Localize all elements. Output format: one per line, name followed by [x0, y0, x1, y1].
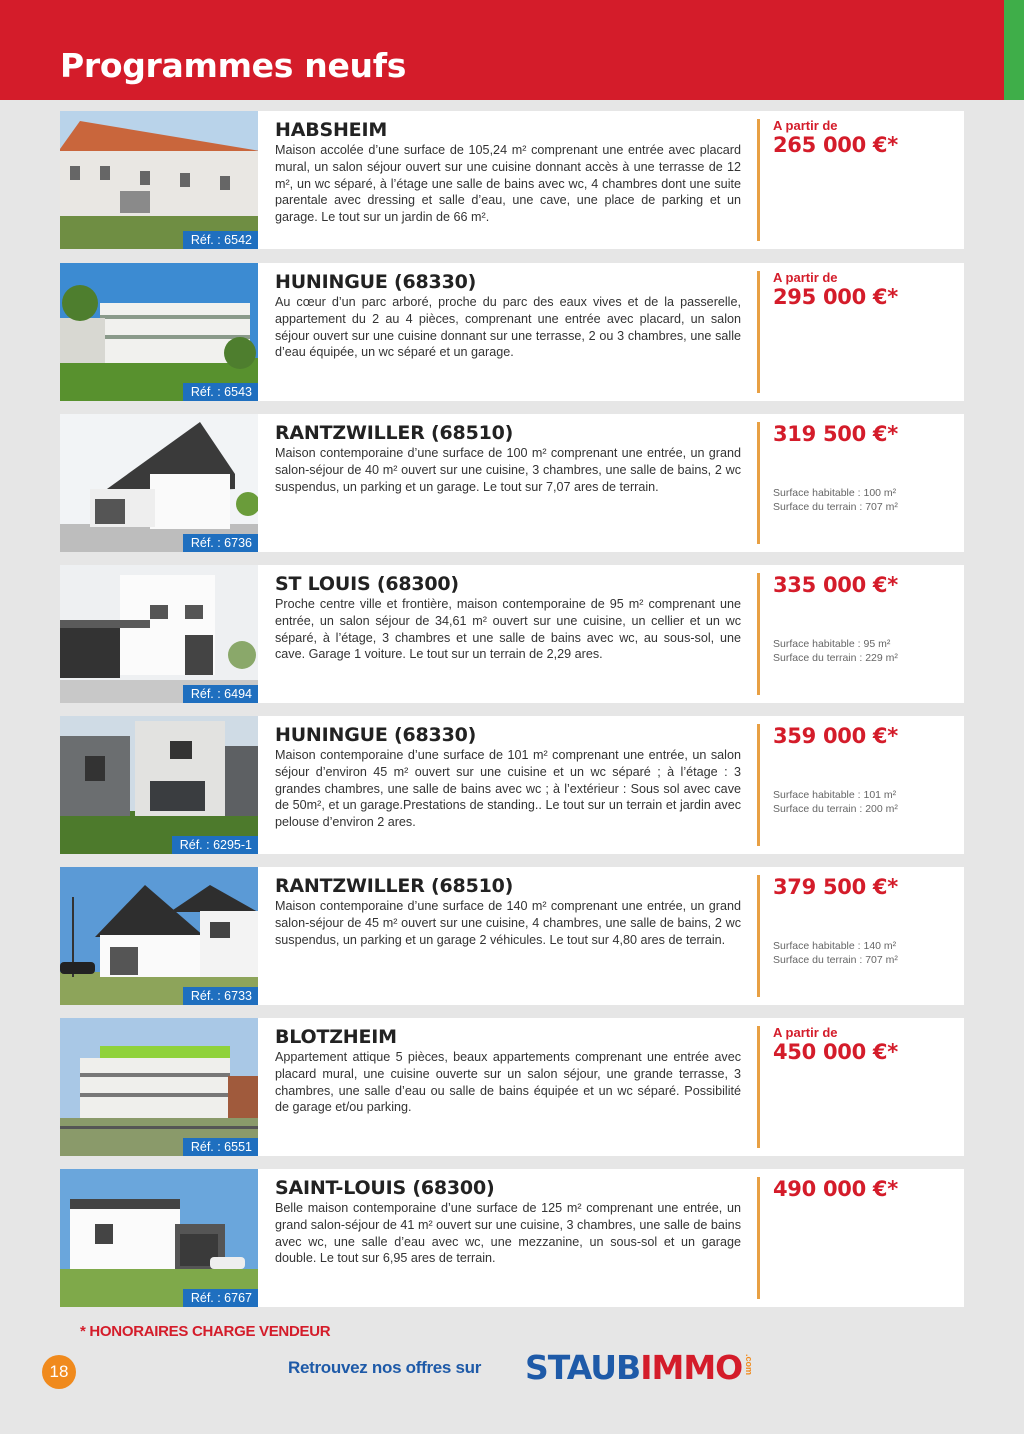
- divider: [757, 724, 760, 846]
- reference-badge: Réf. : 6551: [183, 1138, 258, 1156]
- logo-part-com: .com: [744, 1354, 755, 1376]
- price-prefix: A partir de: [773, 1025, 838, 1040]
- fees-footnote: * HONORAIRES CHARGE VENDEUR: [80, 1323, 331, 1340]
- listing-description: Maison contemporaine d’une surface de 100 m² comprenant une entrée, un grand salon-séjour de 40 m² ouvert sur une cuisine, 3 chambres, une salle de bains, 2 wc suspendus, un parking et un garage. Le tout sur 7,07 ares de terrain.: [275, 446, 741, 494]
- price-prefix: A partir de: [773, 270, 838, 285]
- listing-description: Maison contemporaine d’une surface de 140 m² comprenant une entrée, un grand salon-séjour de 45 m² ouvert sur une cuisine, 4 chambres, une salle de bains, 2 wc suspendus, un parking et un garage 2 véhicules. Le tout sur 4,80 ares de terrain.: [275, 899, 741, 947]
- listing-card[interactable]: [60, 414, 964, 552]
- listing-price: 319 500 €*: [773, 422, 898, 446]
- logo-part-staub: STAUB: [525, 1348, 641, 1387]
- surface-terrain: Surface du terrain : 200 m²: [773, 803, 898, 815]
- surface-terrain: Surface du terrain : 707 m²: [773, 501, 898, 513]
- reference-badge: Réf. : 6494: [183, 685, 258, 703]
- listing-photo[interactable]: [60, 1018, 258, 1156]
- listing-price: 295 000 €*: [773, 285, 898, 309]
- listing-price: 450 000 €*: [773, 1040, 898, 1064]
- listing-title: SAINT-LOUIS (68300): [275, 1177, 495, 1199]
- listing-description: Belle maison contemporaine d’une surface de 125 m² comprenant une entrée, un grand salon-séjour de 41 m² ouvert sur une cuisine, 3 chambres, une salle de bains avec wc, une salle d’eau avec wc, une mezzanine, un sous-sol et un garage double. Le tout sur 6,95 ares de terrain.: [275, 1201, 741, 1266]
- page-header: [0, 0, 1024, 100]
- listing-card[interactable]: [60, 565, 964, 703]
- surface-habitable: Surface habitable : 100 m²: [773, 487, 897, 499]
- listing-card[interactable]: [60, 716, 964, 854]
- listing-title: RANTZWILLER (68510): [275, 422, 514, 444]
- price-prefix: A partir de: [773, 118, 838, 133]
- divider: [757, 422, 760, 544]
- listing-description: Maison accolée d’une surface de 105,24 m² comprenant une entrée avec placard mural, un salon séjour ouvert sur une cuisine donnant accès à une terrasse de 12 m², un wc séparé, à l’étage une salle de bains avec wc, 4 chambres dont une suite parentale avec dressing et salle d’eau, une cave, une place de parking et un garage. Le tout sur un jardin de 66 m².: [275, 143, 741, 225]
- header-accent-bar: [1004, 0, 1024, 100]
- listing-title: BLOTZHEIM: [275, 1026, 397, 1048]
- listing-card[interactable]: [60, 1169, 964, 1307]
- divider: [757, 573, 760, 695]
- surface-terrain: Surface du terrain : 229 m²: [773, 652, 898, 664]
- divider: [757, 875, 760, 997]
- divider: [757, 1177, 760, 1299]
- logo-part-immo: IMMO: [640, 1348, 743, 1387]
- reference-badge: Réf. : 6295-1: [172, 836, 258, 854]
- listing-price: 335 000 €*: [773, 573, 898, 597]
- listing-photo[interactable]: [60, 263, 258, 401]
- listing-photo[interactable]: [60, 867, 258, 1005]
- reference-badge: Réf. : 6542: [183, 231, 258, 249]
- surface-habitable: Surface habitable : 101 m²: [773, 789, 897, 801]
- listing-photo[interactable]: [60, 565, 258, 703]
- listing-price: 490 000 €*: [773, 1177, 898, 1201]
- listing-photo[interactable]: [60, 716, 258, 854]
- listing-card[interactable]: [60, 867, 964, 1005]
- divider: [757, 271, 760, 393]
- page-number: 18: [42, 1355, 76, 1389]
- listing-description: Maison contemporaine d’une surface de 101 m² comprenant une entrée, un salon séjour d’environ 45 m² ouvert sur une cuisine et un wc séparé ; à l’étage : 3 grandes chambres, une salle de bains avec wc ; à l’extérieur : Sous sol avec cave de 50m², et un garage.Prestations de standing.. Le tout sur un terrain et jardin avec pelouse d’environ 2 ares.: [275, 748, 741, 830]
- listing-title: HUNINGUE (68330): [275, 271, 477, 293]
- listing-price: 359 000 €*: [773, 724, 898, 748]
- listing-card[interactable]: [60, 263, 964, 401]
- listing-price: 265 000 €*: [773, 133, 898, 157]
- listing-photo[interactable]: [60, 111, 258, 249]
- listing-description: Au cœur d’un parc arboré, proche du parc des eaux vives et de la passerelle, appartement du 2 au 4 pièces, comprenant une entrée avec placard, un salon séjour ouvert sur une cuisine donnant sur une terrasse, 2 ou 3 chambres, une salle d’eau équipée, un wc séparé et un garage.: [275, 295, 741, 360]
- listing-title: ST LOUIS (68300): [275, 573, 459, 595]
- surface-habitable: Surface habitable : 140 m²: [773, 940, 897, 952]
- staubimmo-logo[interactable]: [525, 1348, 755, 1388]
- listing-description: Proche centre ville et frontière, maison contemporaine de 95 m² comprenant une entrée, un salon séjour de 34,61 m² ouvert sur une cuisine, un cellier et un wc séparé, à l’étage, 3 chambres et une salle de bains avec wc, au sous-sol, une cave. Garage 1 voiture. Le tout sur un terrain de 2,29 ares.: [275, 597, 741, 662]
- reference-badge: Réf. : 6733: [183, 987, 258, 1005]
- listing-title: HABSHEIM: [275, 119, 388, 141]
- listing-photo[interactable]: [60, 414, 258, 552]
- divider: [757, 1026, 760, 1148]
- reference-badge: Réf. : 6543: [183, 383, 258, 401]
- reference-badge: Réf. : 6767: [183, 1289, 258, 1307]
- surface-habitable: Surface habitable : 95 m²: [773, 638, 891, 650]
- page-title: Programmes neufs: [60, 46, 407, 85]
- listing-card[interactable]: [60, 1018, 964, 1156]
- surface-terrain: Surface du terrain : 707 m²: [773, 954, 898, 966]
- listing-title: RANTZWILLER (68510): [275, 875, 514, 897]
- listing-photo[interactable]: [60, 1169, 258, 1307]
- listing-title: HUNINGUE (68330): [275, 724, 477, 746]
- footer-tagline: Retrouvez nos offres sur: [288, 1358, 482, 1377]
- listing-price: 379 500 €*: [773, 875, 898, 899]
- reference-badge: Réf. : 6736: [183, 534, 258, 552]
- divider: [757, 119, 760, 241]
- listing-card[interactable]: [60, 111, 964, 249]
- listing-description: Appartement attique 5 pièces, beaux appartements comprenant une entrée avec placard mural, une cuisine ouverte sur un salon séjour, une grande terrasse, 3 chambres, une salle d’eau ou salle de bains équipée et un wc séparé. Possibilité de garage et/ou parking.: [275, 1050, 741, 1115]
